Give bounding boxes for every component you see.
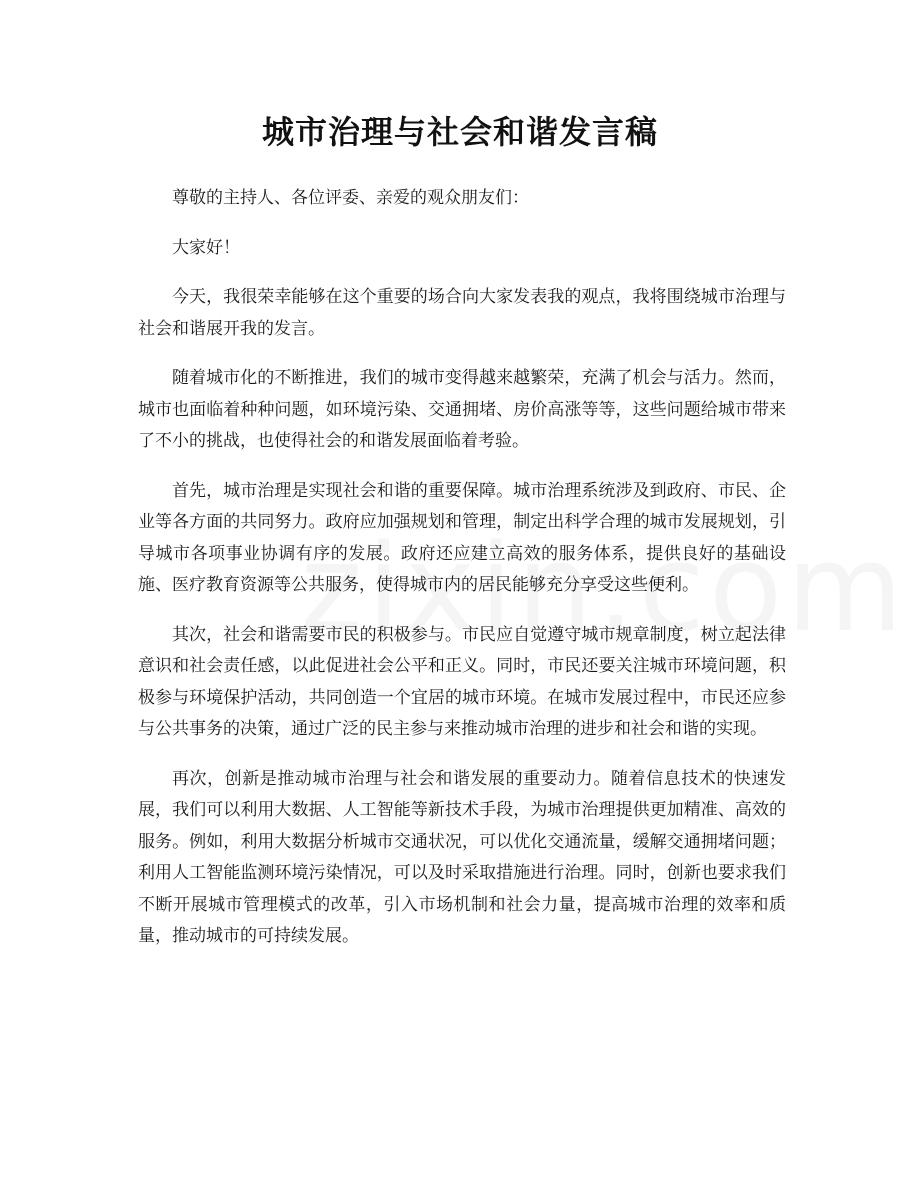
paragraph-first-point: 首先，城市治理是实现社会和谐的重要保障。城市治理系统涉及到政府、市民、企业等各方面的共同努力。政府应加强规划和管理，制定出科学合理的城市发展规划，引导城市各项事业协调有序的发展。政府还应建立高效的服务体系，提供良好的基础设施、医疗教育资源等公共服务，使得城市内的居民能够充分享受这些便利。 — [138, 480, 786, 595]
paragraph-intro: 今天，我很荣幸能够在这个重要的场合向大家发表我的观点，我将围绕城市治理与社会和谐展开我的发言。 — [138, 287, 786, 339]
paragraph-background: 随着城市化的不断推进，我们的城市变得越来越繁荣，充满了机会与活力。然而，城市也面临着种种问题，如环境污染、交通拥堵、房价高涨等等，这些问题给城市带来了不小的挑战，也使得社会的和谐发展面临着考验。 — [138, 368, 786, 451]
document-title: 城市治理与社会和谐发言稿 — [261, 113, 658, 151]
paragraph-greeting: 大家好！ — [172, 237, 240, 258]
paragraph-third-point: 再次，创新是推动城市治理与社会和谐发展的重要动力。随着信息技术的快速发展，我们可以利用大数据、人工智能等新技术手段，为城市治理提供更加精准、高效的服务。例如，利用大数据分析城市交通状况，可以优化交通流量，缓解交通拥堵问题；利用人工智能监测环境污染情况，可以及时采取措施进行治理。同时，创新也要求我们不断开展城市管理模式的改革，引入市场机制和社会力量，提高城市治理的效率和质量，推动城市的可持续发展。 — [138, 768, 786, 946]
paragraph-second-point: 其次，社会和谐需要市民的积极参与。市民应自觉遵守城市规章制度，树立起法律意识和社会责任感，以此促进社会公平和正义。同时，市民还要关注城市环境问题，积极参与环境保护活动，共同创造一个宜居的城市环境。在城市发展过程中，市民还应参与公共事务的决策，通过广泛的民主参与来推动城市治理的进步和社会和谐的实现。 — [138, 624, 786, 739]
paragraph-salutation: 尊敬的主持人、各位评委、亲爱的观众朋友们： — [172, 188, 529, 208]
document-body — [138, 183, 786, 971]
